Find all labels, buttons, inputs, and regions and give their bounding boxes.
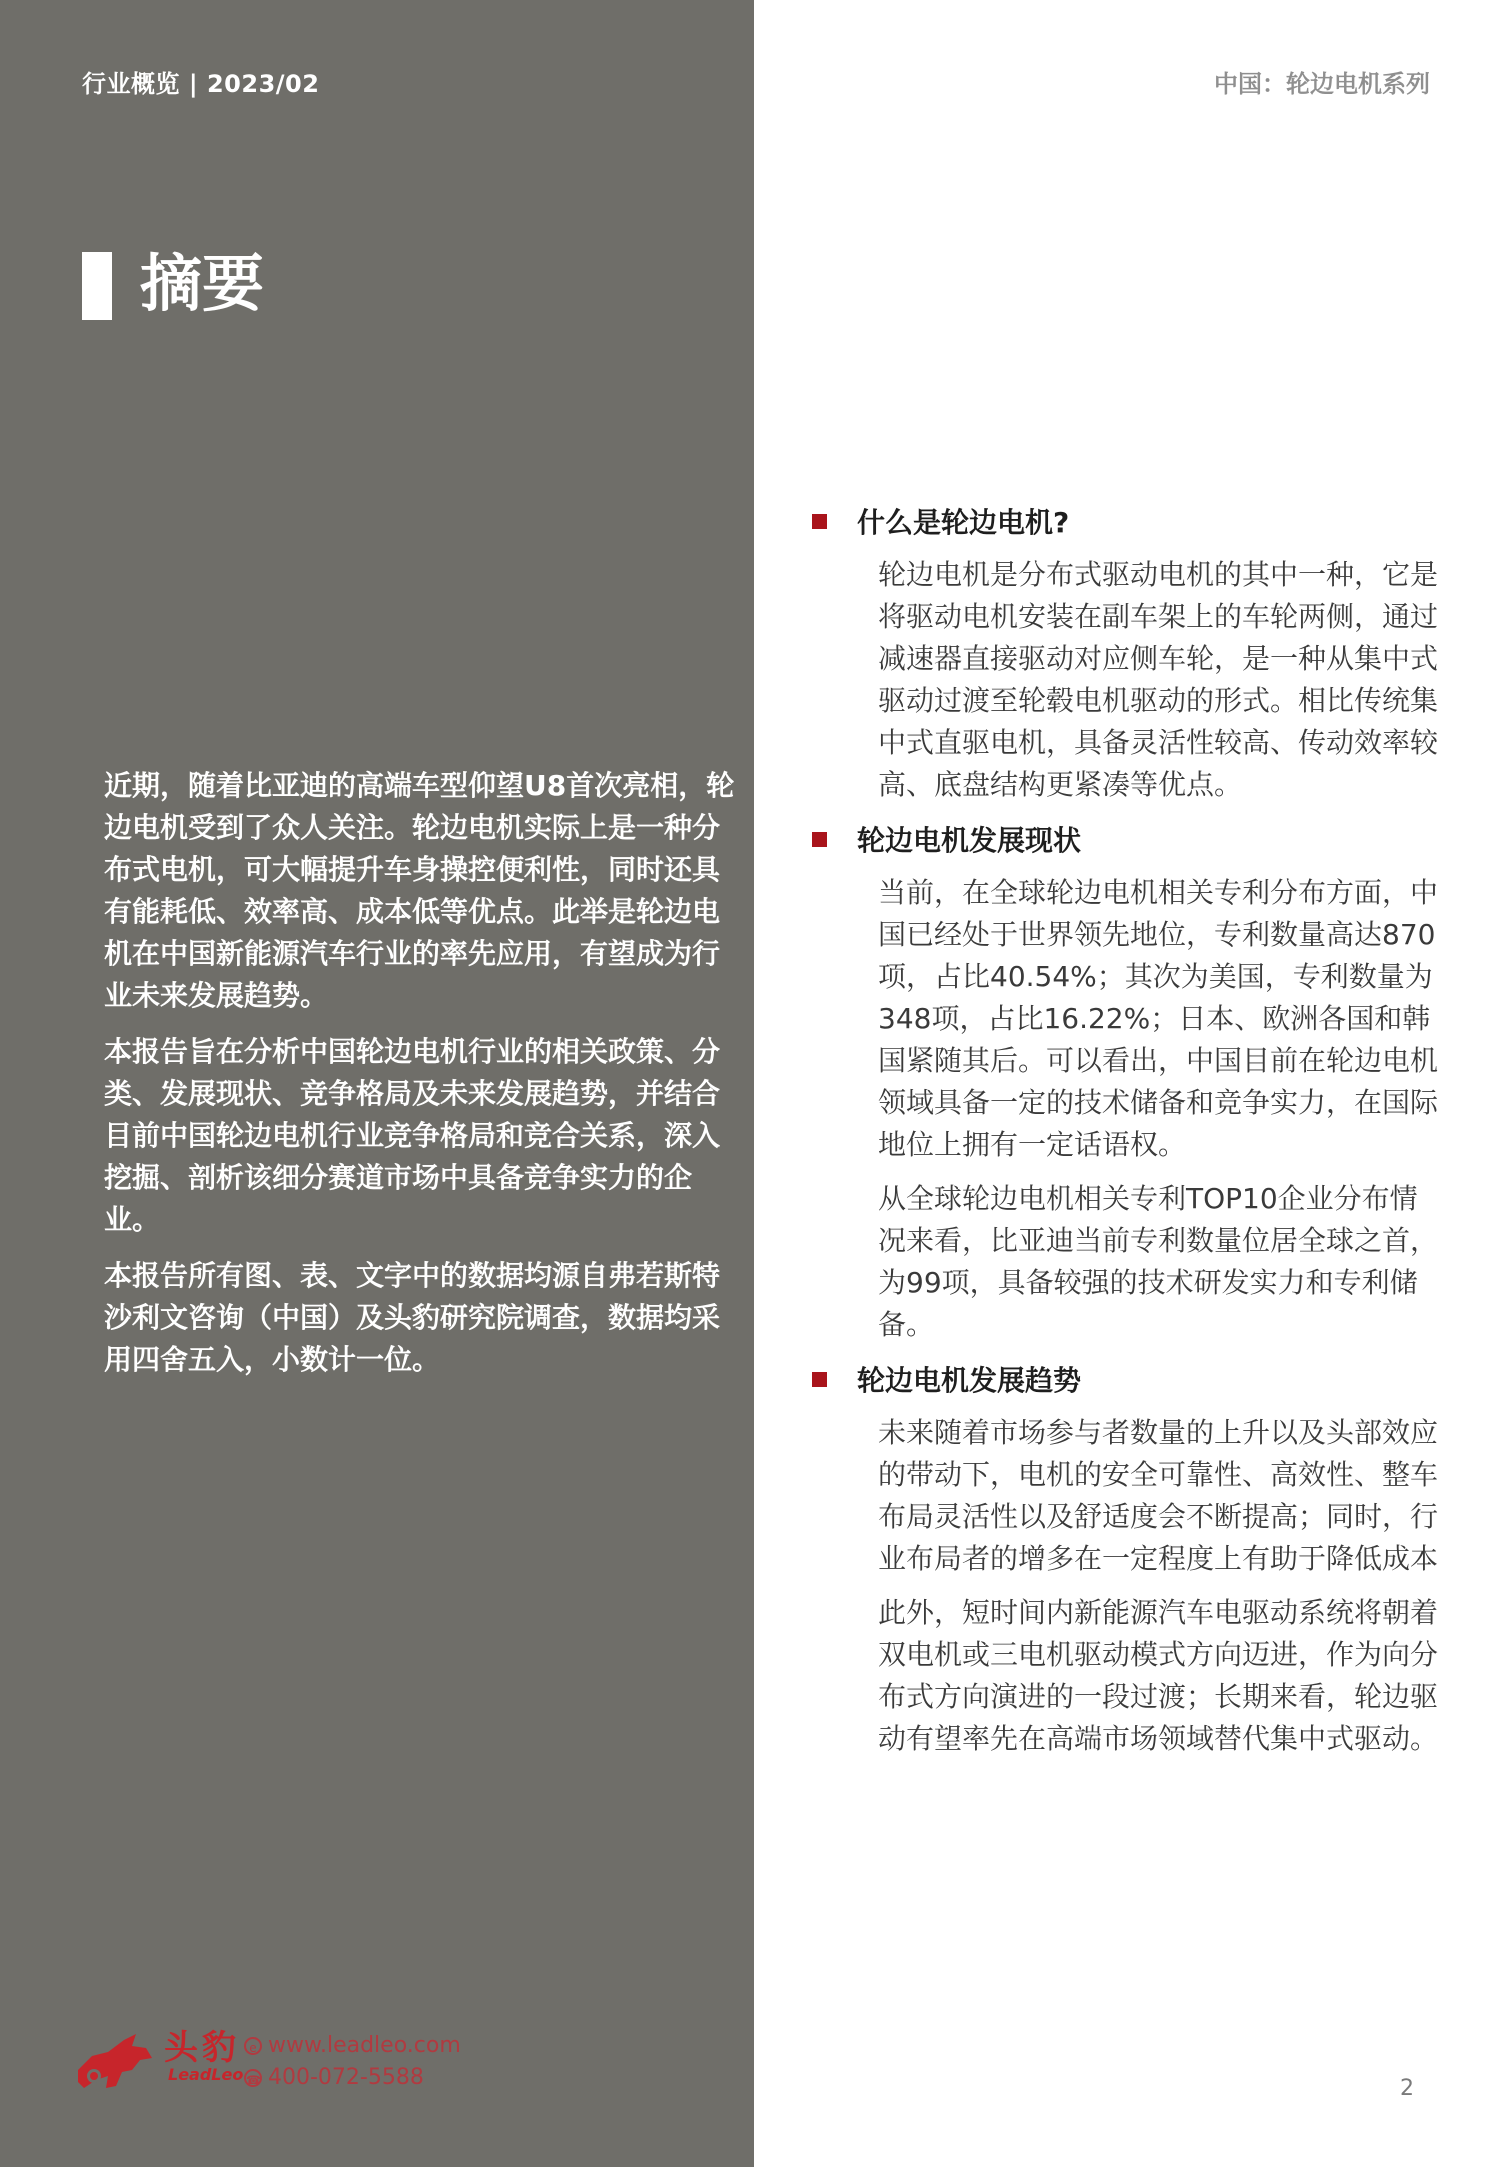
logo-text <box>164 2030 243 2084</box>
website-link[interactable]: www.leadleo.com <box>268 2033 461 2058</box>
sections-column <box>812 500 1444 1772</box>
phone-number: 400-072-5588 <box>268 2065 424 2090</box>
section-what-is <box>812 500 1444 806</box>
section-title: 轮边电机发展趋势 <box>857 1364 1082 1397</box>
section-paragraph: 轮边电机是分布式驱动电机的其中一种，它是将驱动电机安装在副车架上的车轮两侧，通过减速器直接驱动对应侧车轮，是一种从集中式驱动过渡至轮毂电机驱动的形式。相比传统集中式直驱电机，具备灵活性较高、传动效率较高、底盘结构更紧凑等优点。 <box>878 558 1439 801</box>
header-left-label: 行业概览 | 2023/02 <box>82 70 320 98</box>
section-status <box>812 818 1444 1346</box>
section-header <box>812 500 1444 542</box>
email-icon: e <box>244 2037 262 2055</box>
square-bullet-icon <box>812 1372 827 1387</box>
section-paragraph: 当前，在全球轮边电机相关专利分布方面，中国已经处于世界领先地位，专利数量高达870项，占比40.54%；其次为美国，专利数量为348项，占比16.22%；日本、欧洲各国和韩国紧随其后。可以看出，中国目前在轮边电机领域具备一定的技术储备和竞争实力，在国际地位上拥有一定话语权。 <box>878 876 1439 1161</box>
section-body <box>812 1412 1444 1760</box>
summary-paragraph: 本报告旨在分析中国轮边电机行业的相关政策、分类、发展现状、竞争格局及未来发展趋势，并结合目前中国轮边电机行业竞争格局和竞合关系，深入挖掘、剖析该细分赛道市场中具备竞争实力的企业。 <box>104 1035 721 1236</box>
summary-paragraph: 本报告所有图、表、文字中的数据均源自弗若斯特沙利文咨询（中国）及头豹研究院调查，数据均采用四舍五入，小数计一位。 <box>104 1259 721 1376</box>
square-bullet-icon <box>812 514 827 529</box>
section-body <box>812 872 1444 1346</box>
page-number: 2 <box>1400 2076 1414 2101</box>
section-header <box>812 1358 1444 1400</box>
logo-chinese: 头豹 <box>164 2028 240 2068</box>
section-trend <box>812 1358 1444 1760</box>
section-paragraph: 未来随着市场参与者数量的上升以及头部效应的带动下，电机的安全可靠性、高效性、整车布局灵活性以及舒适度会不断提高；同时，行业布局者的增多在一定程度上有助于降低成本 <box>878 1416 1439 1575</box>
section-paragraph: 此外，短时间内新能源汽车电驱动系统将朝着双电机或三电机驱动模式方向迈进，作为向分布式方向演进的一段过渡；长期来看，轮边驱动有望率先在高端市场领域替代集中式驱动。 <box>878 1596 1439 1755</box>
section-title: 轮边电机发展现状 <box>857 824 1082 857</box>
leadleo-logo <box>74 2030 243 2092</box>
header-right-label: 中国：轮边电机系列 <box>1214 70 1430 98</box>
summary-text <box>104 765 744 1395</box>
phone-row <box>244 2062 461 2094</box>
summary-paragraph: 近期，随着比亚迪的高端车型仰望U8首次亮相，轮边电机受到了众人关注。轮边电机实际上是一种分布式电机，可大幅提升车身操控便利性，同时还具有能耗低、效率高、成本低等优点。此举是轮边电机在中国新能源汽车行业的率先应用，有望成为行业未来发展趋势。 <box>104 769 735 1012</box>
website-row[interactable] <box>244 2030 461 2062</box>
section-title: 什么是轮边电机? <box>857 506 1070 539</box>
section-header <box>812 818 1444 860</box>
square-bullet-icon <box>812 832 827 847</box>
logo-english: LeadLeo <box>168 2065 244 2084</box>
phone-icon: ☎ <box>244 2069 262 2087</box>
title-marker-bar <box>82 252 112 320</box>
contact-info <box>244 2030 461 2094</box>
section-paragraph: 从全球轮边电机相关专利TOP10企业分布情况来看，比亚迪当前专利数量位居全球之首，为99项，具备较强的技术研发实力和专利储备。 <box>878 1182 1439 1341</box>
leopard-logo-icon <box>74 2030 156 2092</box>
page-title: 摘要 <box>140 247 265 320</box>
section-body <box>812 554 1444 806</box>
